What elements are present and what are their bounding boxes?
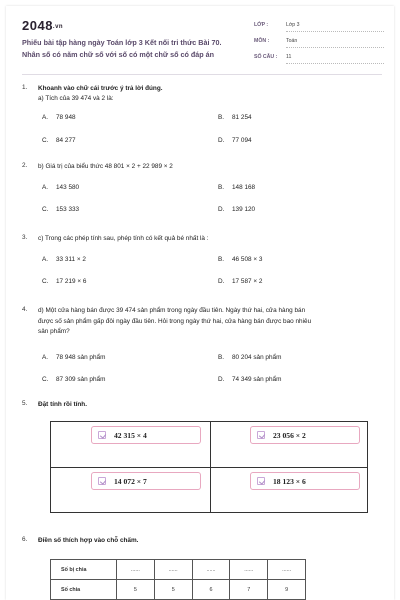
- meta-count-label: SỐ CÂU :: [254, 54, 278, 60]
- option-d[interactable]: [218, 137, 252, 144]
- question-2: [22, 162, 382, 222]
- table-cell: 7: [230, 580, 268, 600]
- meta-count-value: 11: [286, 54, 292, 60]
- meta-class-value: Lớp 3: [286, 22, 300, 28]
- option-value: 84 277: [56, 137, 76, 144]
- table-cell: 9: [268, 580, 306, 600]
- option-c[interactable]: [42, 206, 79, 213]
- option-value: 17 587 × 2: [232, 278, 263, 285]
- option-value: 139 120: [232, 206, 256, 213]
- option-a[interactable]: [42, 256, 86, 263]
- option-value: 33 311 × 2: [56, 256, 86, 263]
- header-divider: [22, 74, 382, 75]
- meta-subject-underline: [286, 47, 384, 48]
- question-text: b) Giá trị của biểu thức 48 801 × 2 + 22 989 × 2: [38, 163, 173, 170]
- checkbox-icon[interactable]: [257, 477, 265, 485]
- question-text: [38, 84, 368, 95]
- table-cell-blank[interactable]: ......: [192, 560, 230, 580]
- option-letter: B.: [218, 354, 225, 361]
- question-text-line1: d) Một cửa hàng bán được 39 474 sản phẩm trong ngày đầu tiên. Ngày thứ hai, cửa hàng bán: [38, 307, 306, 314]
- option-a[interactable]: [42, 114, 76, 121]
- question-instruction: Đặt tính rồi tính.: [38, 401, 87, 408]
- calculation-card: [91, 472, 201, 490]
- table-cell: 5: [154, 580, 192, 600]
- option-letter: D.: [218, 206, 225, 213]
- question-number: 3.: [22, 234, 28, 241]
- option-value: 87 309 sản phẩm: [56, 376, 106, 383]
- question-text: c) Trong các phép tính sau, phép tính có kết quả bé nhất là :: [38, 235, 209, 242]
- calculation-grid: [50, 421, 368, 513]
- option-value: 80 204 sản phẩm: [232, 354, 282, 361]
- option-letter: C.: [42, 376, 49, 383]
- option-c[interactable]: [42, 137, 76, 144]
- meta-class-label: LỚP :: [254, 22, 269, 28]
- table-cell-blank[interactable]: ......: [268, 560, 306, 580]
- logo-main: 2048: [22, 18, 53, 33]
- option-value: 81 254: [232, 114, 252, 121]
- table-row: [51, 560, 306, 580]
- option-letter: B.: [218, 184, 225, 191]
- calculation-card: [250, 472, 360, 490]
- option-value: 78 948: [56, 114, 76, 121]
- logo-suffix: .vn: [52, 24, 64, 30]
- question-6: [22, 536, 382, 550]
- option-value: 74 349 sản phẩm: [232, 376, 282, 383]
- calculation-expression: 18 123 × 6: [273, 477, 306, 486]
- question-text-line3: sản phẩm?: [38, 328, 70, 335]
- option-a[interactable]: [42, 354, 105, 361]
- question-number: 1.: [22, 84, 28, 91]
- site-logo[interactable]: [22, 18, 63, 33]
- option-letter: C.: [42, 137, 49, 144]
- option-value: 46 508 × 3: [232, 256, 263, 263]
- option-value: 148 168: [232, 184, 256, 191]
- option-letter: A.: [42, 184, 49, 191]
- question-3: [22, 234, 382, 294]
- question-number: 2.: [22, 162, 28, 169]
- option-letter: D.: [218, 376, 225, 383]
- option-value: 77 094: [232, 137, 252, 144]
- worksheet-header: [22, 14, 382, 72]
- meta-class-underline: [286, 31, 384, 32]
- grid-horizontal-divider: [51, 467, 367, 468]
- option-letter: B.: [218, 256, 225, 263]
- meta-count-underline: [286, 63, 384, 64]
- meta-subject-label: MÔN :: [254, 38, 270, 44]
- option-b[interactable]: [218, 354, 281, 361]
- question-instruction: Điền số thích hợp vào chỗ chấm.: [38, 537, 139, 544]
- option-a[interactable]: [42, 184, 79, 191]
- meta-subject-value: Toán: [286, 38, 298, 44]
- option-letter: A.: [42, 114, 49, 121]
- table-cell: 5: [117, 580, 155, 600]
- option-letter: C.: [42, 206, 49, 213]
- question-4: [22, 306, 382, 390]
- option-d[interactable]: [218, 206, 255, 213]
- calculation-expression: 42 315 × 4: [114, 431, 147, 440]
- option-letter: B.: [218, 114, 225, 121]
- option-c[interactable]: [42, 376, 105, 383]
- question-subtext: a) Tích của 39 474 và 2 là:: [38, 95, 114, 102]
- meta-subject: [254, 38, 384, 48]
- option-d[interactable]: [218, 278, 262, 285]
- question-text: [38, 536, 368, 547]
- option-value: 153 333: [56, 206, 80, 213]
- option-value: 17 219 × 6: [56, 278, 87, 285]
- option-d[interactable]: [218, 376, 281, 383]
- table-cell-blank[interactable]: ......: [154, 560, 192, 580]
- question-instruction: Khoanh vào chữ cái trước ý trả lời đúng.: [38, 85, 163, 92]
- question-number: 4.: [22, 306, 28, 313]
- option-value: 78 948 sản phẩm: [56, 354, 106, 361]
- worksheet-page: [6, 6, 394, 600]
- option-letter: C.: [42, 278, 49, 285]
- question-text-line2: được số sản phẩm gấp đôi ngày đầu tiên. Hỏi trong ngày thứ hai, cửa hàng bán được bao nhiêu: [38, 317, 312, 325]
- row-header: Số bị chia: [51, 560, 117, 580]
- worksheet-title-line2: Nhân số có năm chữ số với số có một chữ số có đáp án: [22, 50, 215, 59]
- option-b[interactable]: [218, 114, 252, 121]
- question-number: 6.: [22, 536, 28, 543]
- question-number: 5.: [22, 400, 28, 407]
- question-5: [22, 400, 382, 414]
- table-cell: 6: [192, 580, 230, 600]
- option-c[interactable]: [42, 278, 86, 285]
- question-text: [38, 306, 368, 338]
- option-letter: D.: [218, 278, 225, 285]
- option-b[interactable]: [218, 256, 262, 263]
- meta-class: [254, 22, 384, 32]
- meta-count: [254, 54, 384, 64]
- calculation-expression: 23 056 × 2: [273, 431, 306, 440]
- worksheet-title-line1: Phiếu bài tập hàng ngày Toán lớp 3 Kết nối tri thức Bài 70.: [22, 38, 222, 47]
- table-cell-blank[interactable]: ......: [117, 560, 155, 580]
- question-text: [38, 400, 368, 411]
- row-header: Số chia: [51, 580, 117, 600]
- checkbox-icon[interactable]: [98, 431, 106, 439]
- calculation-expression: 14 072 × 7: [114, 477, 147, 486]
- calculation-card: [250, 426, 360, 444]
- calculation-card: [91, 426, 201, 444]
- option-value: 143 580: [56, 184, 80, 191]
- table-row: [51, 580, 306, 600]
- fill-in-table: [50, 559, 306, 600]
- option-letter: A.: [42, 354, 49, 361]
- checkbox-icon[interactable]: [257, 431, 265, 439]
- option-letter: A.: [42, 256, 49, 263]
- option-letter: D.: [218, 137, 225, 144]
- checkbox-icon[interactable]: [98, 477, 106, 485]
- option-b[interactable]: [218, 184, 255, 191]
- question-1: [22, 84, 382, 154]
- table-cell-blank[interactable]: ......: [230, 560, 268, 580]
